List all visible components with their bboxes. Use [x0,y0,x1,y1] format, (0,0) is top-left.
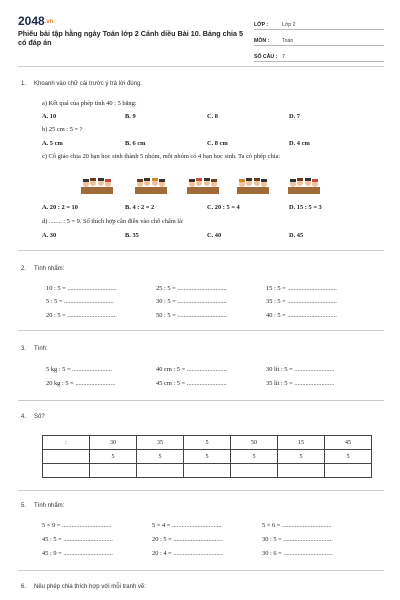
section-divider [18,330,384,331]
q1d-stem: d) ........ : 5 = 9. Số thích hợp cần điền vào chỗ chấm là: [42,218,184,225]
group-picture-icon [186,176,220,196]
meta-row-count: SỐ CÂU : 7 [254,46,384,62]
q3-item[interactable]: 45 cm : 5 = ......................... [156,380,227,387]
logo-suffix: .vn [44,18,54,25]
q2-item[interactable]: 15 : 5 = ............................... [266,285,337,292]
q1d-opt-a[interactable]: A. 30 [42,232,57,239]
site-logo[interactable] [18,14,53,28]
q1a-opt-d[interactable]: D. 7 [289,113,301,120]
table-row: : 30 35 5 50 15 45 [43,436,372,450]
question-5-title: 5. Tính nhẩm: [21,503,65,509]
question-2-title: 2. Tính nhẩm: [21,266,65,272]
group-picture-icon [80,176,114,196]
question-4-title: 4. Số? [21,414,45,420]
question-6-title: 6. Nêu phép chia thích hợp với mỗi tranh vẽ: [21,584,146,590]
question-1-title: 1. Khoanh vào chữ cái trước ý trả lời đúng. [21,81,142,87]
q1c-opt-a[interactable]: A. 20 : 2 = 10 [42,204,78,211]
q1c-opt-d[interactable]: D. 15 : 5 = 3 [289,204,322,211]
q1a-opt-a[interactable]: A. 10 [42,113,57,120]
table-row[interactable] [43,464,372,478]
section-divider [18,400,384,401]
q1b-opt-d[interactable]: D. 4 cm [289,140,310,147]
q2-item[interactable]: 5 : 5 = ............................... [46,298,114,305]
meta-panel [254,14,384,62]
q2-item[interactable]: 10 : 5 = ............................... [46,285,117,292]
logo-main: 2048 [18,14,45,28]
q5-item[interactable]: 20 : 4 = ............................... [152,550,223,557]
q5-item[interactable]: 5 × 6 = ............................... [262,522,332,529]
q5-item[interactable]: 5 × 4 = ............................... [152,522,222,529]
q3-item[interactable]: 35 lít : 5 = ......................... [266,380,335,387]
section-divider [18,250,384,251]
q4-division-table [42,435,372,478]
q1c-opt-b[interactable]: B. 4 : 2 = 2 [125,204,155,211]
q5-item[interactable]: 20 : 5 = ............................... [152,536,223,543]
group-picture-icon [134,176,168,196]
q1a-opt-c[interactable]: C. 8 [207,113,219,120]
group-picture-icon [236,176,270,196]
q1b-opt-b[interactable]: B. 6 cm [125,140,146,147]
q2-item[interactable]: 40 : 5 = ............................... [266,312,337,319]
question-3-title: 3. Tính: [21,346,48,352]
q1d-opt-c[interactable]: C. 40 [207,232,222,239]
section-divider [18,570,384,571]
q1c-stem: c) Cô giáo chia 20 bạn học sinh thành 5 nhóm, mỗi nhóm có 4 bạn học sinh. Ta có phép chia: [42,153,281,160]
q2-item[interactable]: 35 : 5 = ............................... [266,298,337,305]
q5-item[interactable]: 45 : 5 = ............................... [42,536,113,543]
q5-item[interactable]: 30 : 5 = ............................... [262,536,333,543]
q3-item[interactable]: 20 kg : 5 = ......................... [46,380,116,387]
q2-item[interactable]: 50 : 5 = ............................... [156,312,227,319]
q2-item[interactable]: 30 : 5 = ............................... [156,298,227,305]
q3-item[interactable]: 40 cm : 5 = ......................... [156,366,227,373]
q2-item[interactable]: 20 : 5 = ............................... [46,312,117,319]
meta-row-subject: MÔN : Toán [254,30,384,46]
section-divider [18,490,384,491]
q1b-opt-a[interactable]: A. 5 cm [42,140,63,147]
q2-item[interactable]: 25 : 5 = ............................... [156,285,227,292]
q3-item[interactable]: 5 kg : 5 = ......................... [46,366,113,373]
q3-item[interactable]: 30 lít : 5 = ......................... [266,366,335,373]
q1d-opt-b[interactable]: B. 35 [125,232,139,239]
q1c-opt-c[interactable]: C. 20 : 5 = 4 [207,204,240,211]
meta-row-class: LỚP : Lớp 2 [254,14,384,30]
group-picture-icon [287,176,321,196]
q1b-stem: b) 25 cm : 5 = ? [42,126,83,133]
document-title: Phiếu bài tập hằng ngày Toán lớp 2 Cánh diều Bài 10. Bảng chia 5 có đáp án [18,29,244,47]
q1a-stem: a) Kết quả của phép tính 40 : 5 bằng: [42,100,137,107]
header-divider [18,66,384,67]
q1a-opt-b[interactable]: B. 9 [125,113,136,120]
q1d-opt-d[interactable]: D. 45 [289,232,304,239]
q5-item[interactable]: 5 × 9 = ............................... [42,522,112,529]
q5-item[interactable]: 30 : 6 = ............................... [262,550,333,557]
q1b-opt-c[interactable]: C. 8 cm [207,140,228,147]
q5-item[interactable]: 45 : 9 = ............................... [42,550,113,557]
table-row: 5 5 5 5 5 5 [43,450,372,464]
